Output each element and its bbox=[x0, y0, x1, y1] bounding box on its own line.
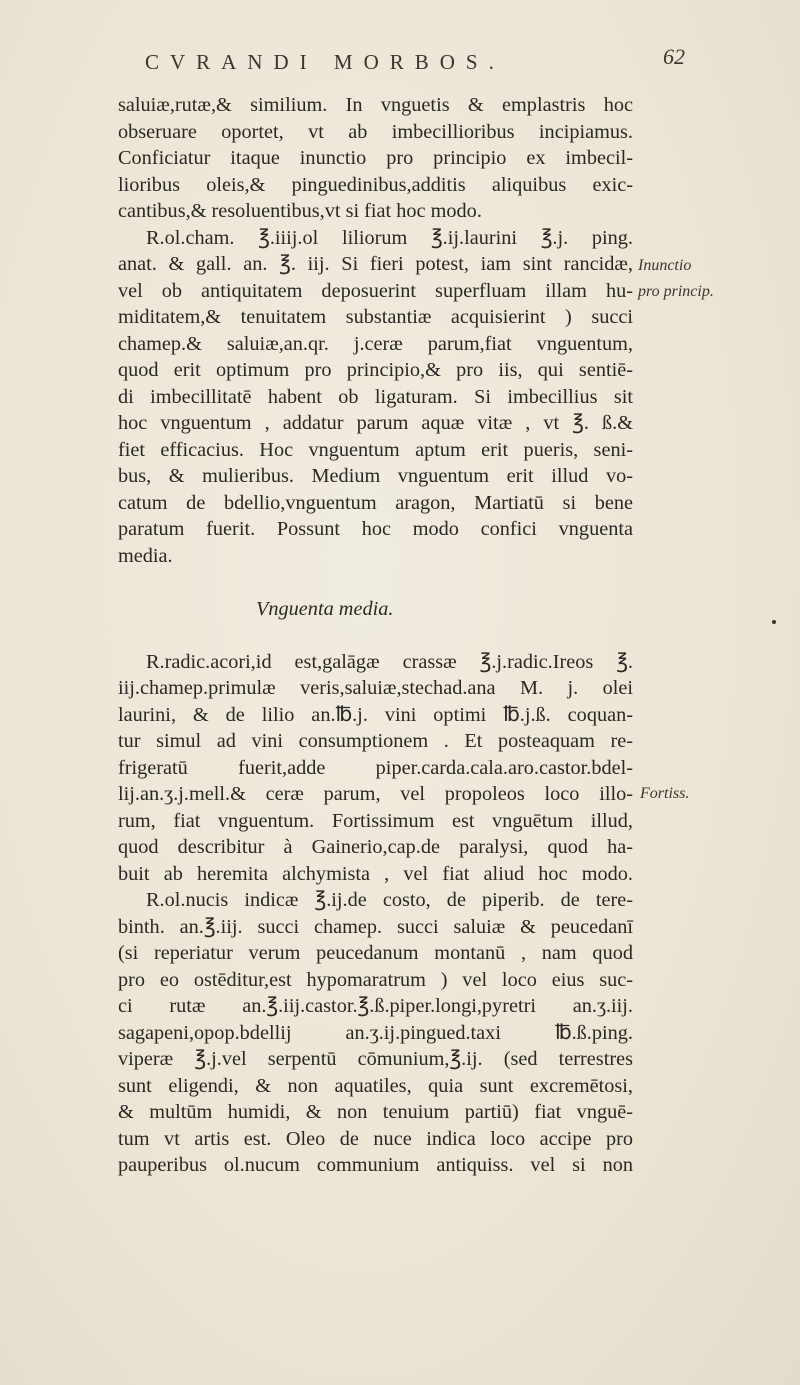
marginal-note: pro princip. bbox=[638, 283, 714, 300]
text-line: binth. an.℥.iij. succi chamep. succi saluiæ & peucedanī bbox=[118, 915, 633, 938]
text-line: R.radic.acori,id est,galāgæ crassæ ℥.j.radic.Ireos ℥. bbox=[146, 650, 633, 673]
text-line: vel ob antiquitatem deposuerint superfluam illam hu- bbox=[118, 279, 633, 302]
spacer bbox=[118, 622, 633, 649]
text-line: pauperibus ol.nucum communium antiquiss. vel si non bbox=[118, 1154, 633, 1176]
text-line: paratum fuerit. Possunt hoc modo confici vnguenta bbox=[118, 518, 633, 540]
text-line: tum vt artis est. Oleo de nuce indica loco accipe pro bbox=[118, 1127, 633, 1150]
text-line: sagapeni,opop.bdellij an.ʒ.ij.pingued.taxi ℔.ß.ping. bbox=[118, 1021, 633, 1044]
marginal-note: Fortiss. bbox=[640, 785, 690, 802]
text-line: bus, & mulieribus. Medium vnguentum erit illud vo- bbox=[118, 465, 633, 487]
text-line: saluiæ,rutæ,& similium. In vnguetis & emplastris hoc bbox=[118, 94, 633, 116]
marginal-note: Inunctio bbox=[638, 257, 692, 274]
text-line: media. bbox=[118, 544, 173, 567]
text-line: frigeratū fuerit,adde piper.carda.cala.aro.castor.bdel- bbox=[118, 756, 633, 779]
text-line: Conficiatur itaque inunctio pro principio ex imbecil- bbox=[118, 147, 633, 169]
page-number: 62 bbox=[663, 44, 685, 69]
text-line: catum de bdellio,vnguentum aragon, Martiatū si bene bbox=[118, 491, 633, 514]
page-header bbox=[145, 44, 685, 84]
text-line: ci rutæ an.℥.iij.castor.℥.ß.piper.longi,pyretri an.ʒ.iij. bbox=[118, 995, 633, 1017]
text-line: miditatem,& tenuitatem substantiæ acquisierint ) succi bbox=[118, 306, 633, 328]
text-line: hoc vnguentum , addatur parum aquæ vitæ , vt ℥. ß.& bbox=[118, 412, 633, 434]
text-line: fiet efficacius. Hoc vnguentum aptum erit pueris, seni- bbox=[118, 438, 633, 461]
text-line: & multūm humidi, & non tenuium partiū) fiat vnguē- bbox=[118, 1101, 633, 1123]
text-line: chamep.& saluiæ,an.qr. j.ceræ parum,fiat vnguentum, bbox=[118, 332, 633, 355]
text-line: (si reperiatur verum peucedanum montanū , nam quod bbox=[118, 942, 633, 964]
spacer bbox=[118, 569, 633, 596]
text-line: cantibus,& resoluentibus,vt si fiat hoc modo. bbox=[118, 200, 482, 222]
body-text bbox=[118, 92, 633, 1179]
text-line: buit ab heremita alchymista , vel fiat aliud hoc modo. bbox=[118, 862, 633, 885]
text-line: sunt eligendi, & non aquatiles, quia sunt excremētosi, bbox=[118, 1074, 633, 1097]
running-head: CVRANDI MORBOS. bbox=[145, 50, 505, 74]
text-line: di imbecillitatē habent ob ligaturam. Si imbecillius sit bbox=[118, 385, 633, 408]
text-line: lioribus oleis,& pinguedinibus,additis aliquibus exic- bbox=[118, 173, 633, 196]
text-line: R.ol.nucis indicæ ℥.ij.de costo, de piperib. de tere- bbox=[146, 889, 633, 911]
text-line: pro eo ostēditur,est hypomaratrum ) vel loco eius suc- bbox=[118, 968, 633, 991]
text-line: iij.chamep.primulæ veris,saluiæ,stechad.ana M. j. olei bbox=[118, 677, 633, 699]
ink-speck bbox=[772, 620, 776, 624]
text-line: obseruare oportet, vt ab imbecillioribus incipiamus. bbox=[118, 120, 633, 143]
text-line: anat. & gall. an. ℥. iij. Si fieri potest, iam sint rancidæ, bbox=[118, 253, 633, 275]
text-line: lij.an.ʒ.j.mell.& ceræ parum, vel propoleos loco illo- bbox=[118, 783, 633, 805]
text-line: R.ol.cham. ℥.iiij.ol liliorum ℥.ij.laurini ℥.j. ping. bbox=[146, 226, 633, 249]
section-heading: Vnguenta media. bbox=[256, 597, 394, 620]
text-line: laurini, & de lilio an.℔.j. vini optimi ℔.j.ß. coquan- bbox=[118, 703, 633, 726]
text-line: tur simul ad vini consumptionem . Et posteaquam re- bbox=[118, 730, 633, 752]
text-line: rum, fiat vnguentum. Fortissimum est vnguētum illud, bbox=[118, 809, 633, 832]
text-line: viperæ ℥.j.vel serpentū cōmunium,℥.ij. (sed terrestres bbox=[118, 1048, 633, 1070]
text-line: quod erit optimum pro principio,& pro iis, qui sentiē- bbox=[118, 359, 633, 381]
text-line: quod describitur à Gainerio,cap.de paralysi, quod ha- bbox=[118, 836, 633, 858]
